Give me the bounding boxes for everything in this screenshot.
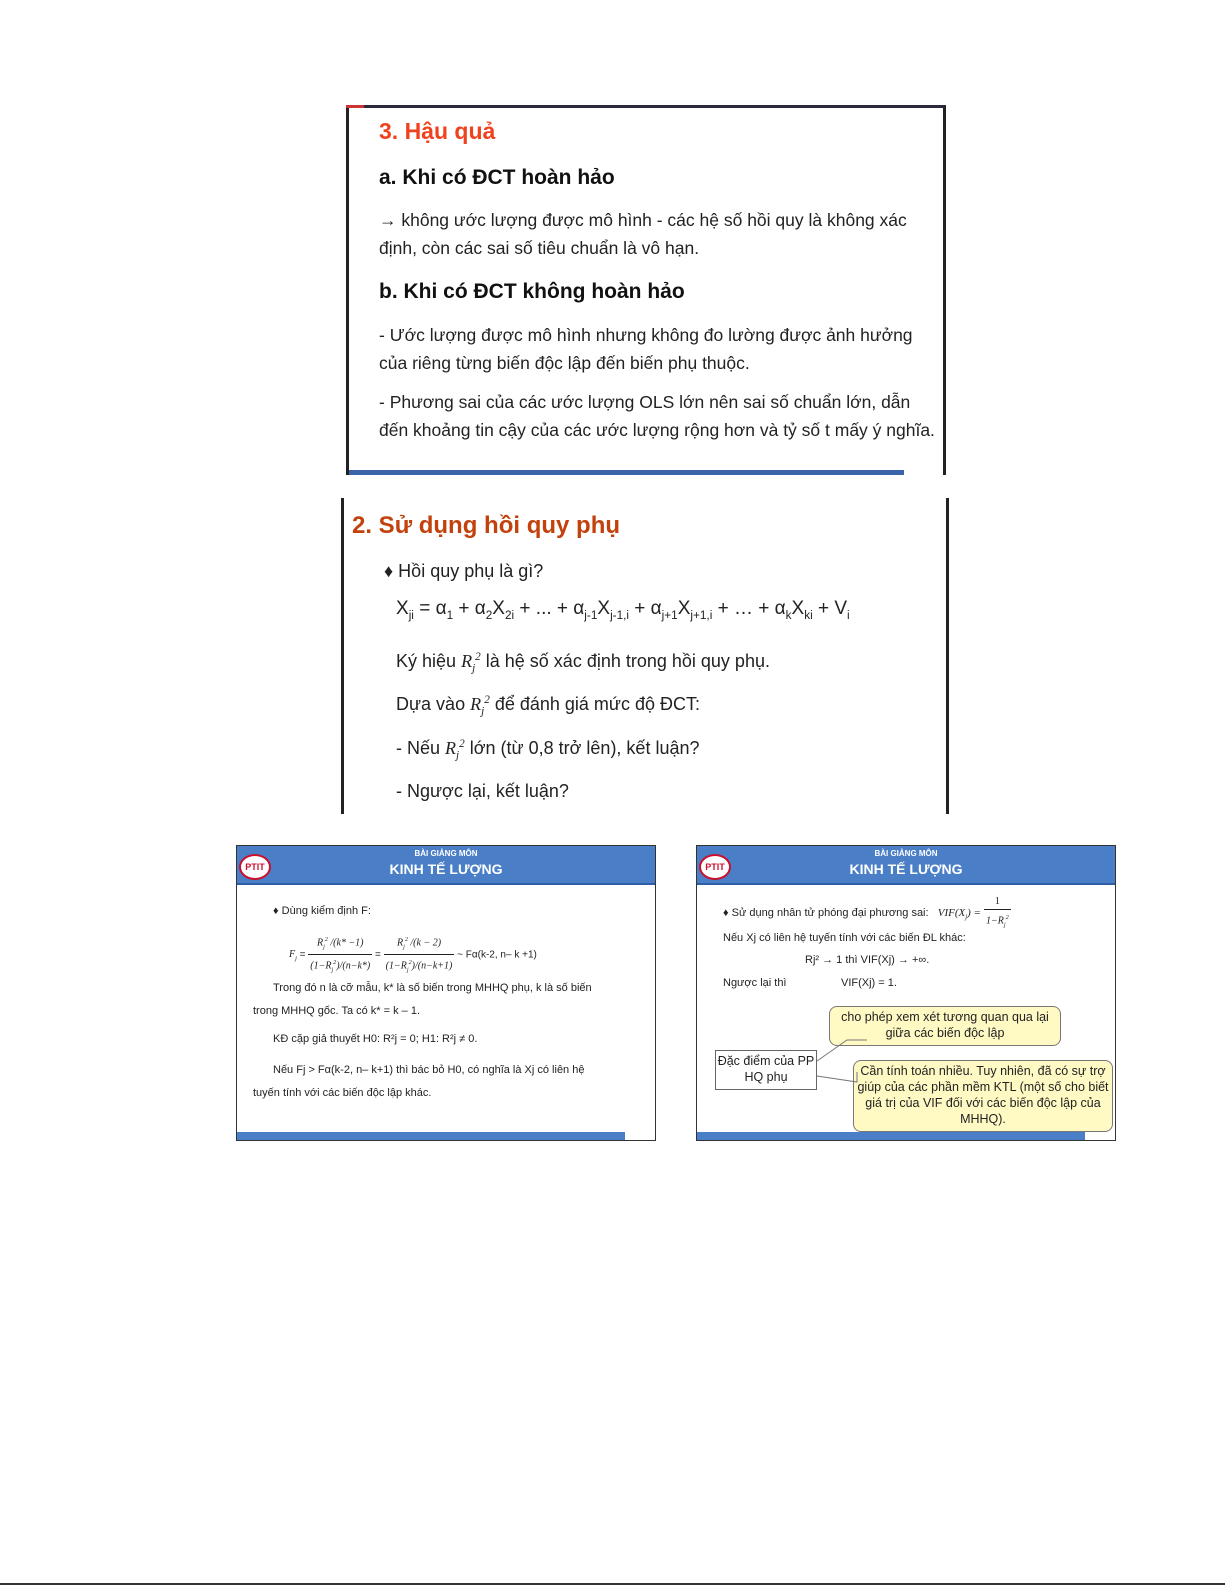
heading-b: b. Khi có ĐCT không hoàn hảo (379, 280, 685, 303)
vif-bullet: ♦ Sử dụng nhân tử phóng đại phương sai: (723, 907, 929, 920)
notation-pre: Ký hiệu (396, 651, 457, 671)
slide-footer-bar (697, 1132, 1085, 1140)
r-squared-symbol: $R_j^2$ (470, 694, 490, 718)
notation-post: là hệ số xác định trong hồi quy phụ. (485, 651, 770, 671)
vif-bullet-line: ♦ Sử dụng nhân tử phóng đại phương sai: $VIF(X_j)$ = $\frac{1}{1-R_j^2}$ (723, 896, 1009, 929)
paragraph-a: → không ước lượng được mô hình - các hệ số hồi quy là không xác định, còn các sai số tiêu chuẩn là vô hạn. (379, 210, 907, 258)
f-text-1b: trong MHHQ gốc. Ta có k* = k – 1. (253, 1005, 421, 1017)
vif-line-3a: Ngược lại thì (723, 977, 787, 989)
slide-consequences (346, 105, 946, 475)
course-subtitle: BÀI GIẢNG MÔN (414, 849, 478, 858)
callout-computation: Cần tính toán nhiều. Tuy nhiên, đã có sự trợ giúp của các phần mềm KTL (một số cho biết giá trị của VIF đối với các biến độc lập của MHHQ). (853, 1060, 1113, 1132)
feature-box: Đặc điểm của PP HQ phụ (715, 1050, 817, 1090)
slide-footer-bar (349, 470, 904, 475)
slide-auxiliary-regression (341, 498, 949, 814)
slide2-title: 2. Sử dụng hồi quy phụ (352, 512, 621, 539)
heading-a: a. Khi có ĐCT hoàn hảo (379, 166, 615, 189)
course-title: KINH TẾ LƯỢNG (849, 861, 963, 877)
f-test-bullet: ♦ Dùng kiểm định F: (273, 905, 371, 917)
question-line: ♦ Hồi quy phụ là gì? (384, 561, 544, 581)
f-text-3b: tuyến tính với các biến độc lập khác. (253, 1087, 432, 1099)
ptit-logo: PTIT (239, 854, 271, 880)
callout-correlation: cho phép xem xét tương quan qua lại giữa các biến độc lập (829, 1006, 1061, 1046)
if-pre: - Nếu (396, 738, 441, 758)
r-squared-symbol: $R_j^2$ (445, 738, 465, 762)
f-formula: $F_j$ = $\frac{R_j^2 /(k* -1)}{(1-R_j^2)/(n-k*)}$ = $\frac{R_j^2 /(k - 2)}{(1-R_j^2)/(n-k+1)}$ ~ Fα(k-2, n– k +1) (289, 932, 537, 978)
r-squared-symbol: $R_j^2$ (461, 651, 481, 675)
vif-line-1: Nếu Xj có liên hệ tuyến tính với các biến ĐL khác: (723, 932, 966, 944)
assess-line (396, 694, 700, 718)
regression-equation: $X_{ji} = \alpha_1 + \alpha_2X_{2i}$ + ... + $\alpha_{j-1}X_{j-1,i} + \alpha_{j+1}X_{j+1,i}$ + … + $\alpha_kX_{ki} + V_i$ (396, 598, 850, 622)
callout-pointers (697, 846, 1116, 1141)
vif-line-3b: VIF(Xj) = 1. (841, 977, 897, 989)
if-large-line (396, 738, 700, 762)
slide-f-test (236, 845, 656, 1141)
assess-pre: Dựa vào (396, 694, 466, 714)
notation-line (396, 651, 770, 675)
assess-post: để đánh giá mức độ ĐCT: (494, 694, 700, 714)
otherwise-line: - Ngược lại, kết luận? (396, 781, 569, 801)
slide-footer-bar (237, 1132, 625, 1140)
slide-accent (346, 105, 364, 108)
f-text-1a: Trong đó n là cỡ mẫu, k* là số biến trong MHHQ phụ, k là số biến (273, 982, 592, 994)
vif-line-2: Rj² → 1 thì VIF(Xj) → +∞. (805, 954, 930, 966)
slide-header (237, 846, 655, 885)
course-title: KINH TẾ LƯỢNG (389, 861, 503, 877)
course-subtitle: BÀI GIẢNG MÔN (874, 849, 938, 858)
f-text-3a: Nếu Fj > Fα(k-2, n– k+1) thì bác bỏ H0, có nghĩa là Xj có liên hệ (273, 1064, 585, 1076)
slide-vif (696, 845, 1116, 1141)
paragraph-b1: - Ước lượng được mô hình nhưng không đo lường được ảnh hưởng của riêng từng biến độc lập đến biến phụ thuộc. (379, 325, 913, 373)
if-post: lớn (từ 0,8 trở lên), kết luận? (469, 738, 700, 758)
f-hypothesis: KĐ cặp giả thuyết H0: R²j = 0; H1: R²j ≠ 0. (273, 1033, 478, 1045)
ptit-logo: PTIT (699, 854, 731, 880)
paragraph-b2: - Phương sai của các ước lượng OLS lớn nên sai số chuẩn lớn, dẫn đến khoảng tin cậy của các ước lượng rộng hơn và tỷ số t mấy ý nghĩa. (379, 392, 935, 440)
f-distribution: ~ Fα(k-2, n– k +1) (457, 949, 537, 961)
slide1-title: 3. Hậu quả (379, 118, 496, 144)
